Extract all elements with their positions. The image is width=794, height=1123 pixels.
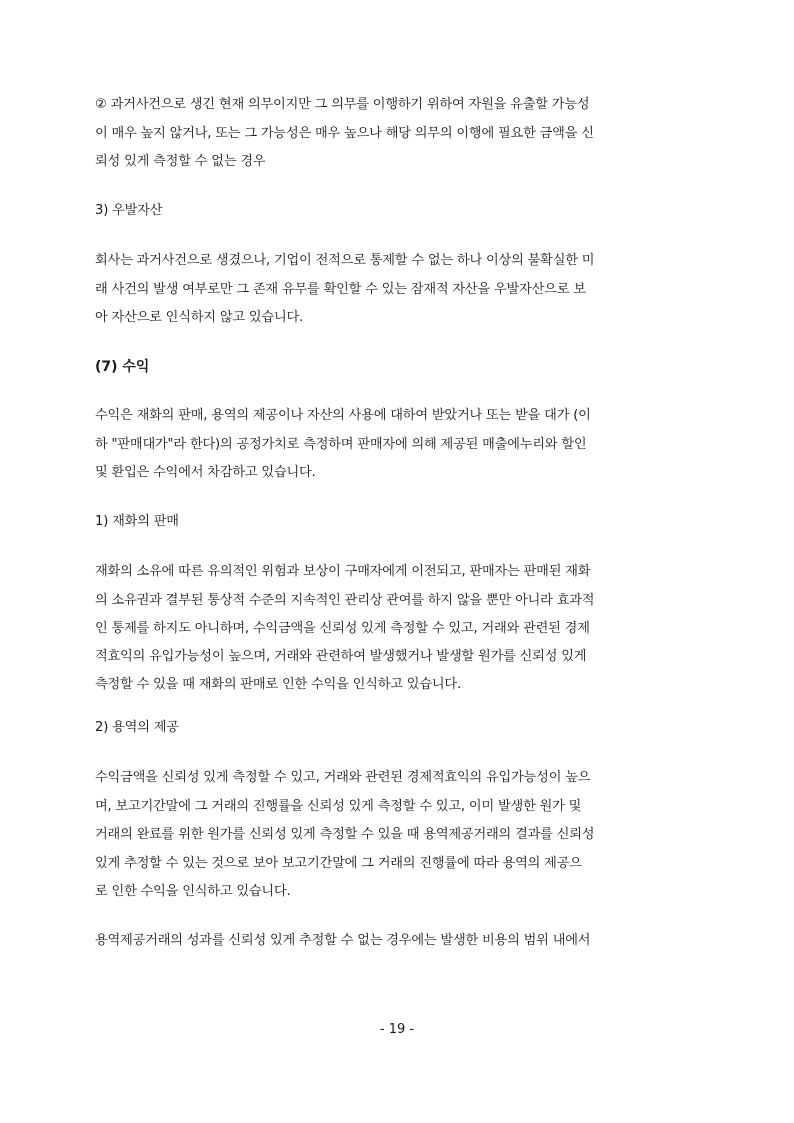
paragraph-line: 뢰성 있게 측정할 수 없는 경우: [95, 154, 266, 169]
paragraph-line: 인 통제를 하지도 아니하며, 수익금액을 신뢰성 있게 측정할 수 있고, 거래와 관련된 경제: [95, 621, 590, 636]
paragraph-line: 수익금액을 신뢰성 있게 측정할 수 있고, 거래와 관련된 경제적효익의 유입가능성이 높으: [95, 770, 591, 785]
paragraph-line: 아 자산으로 인식하지 않고 있습니다.: [95, 310, 304, 325]
section-title: 2) 용역의 제공: [95, 720, 179, 735]
paragraph-line: 거래의 완료를 위한 원가를 신뢰성 있게 측정할 수 있을 때 용역제공거래의 결과를 신뢰성: [95, 827, 595, 842]
paragraph-line: 수익은 재화의 판매, 용역의 제공이나 자산의 사용에 대하여 받았거나 또는 받을 대가 (이: [95, 408, 591, 423]
paragraph-line: 적효익의 유입가능성이 높으며, 거래와 관련하여 발생했거나 발생할 원가를 신뢰성 있게: [95, 649, 587, 664]
paragraph-line: 이 매우 높지 않거나, 또는 그 가능성은 매우 높으나 해당 의무의 이행에 필요한 금액을 신: [95, 126, 594, 141]
paragraph-line: 래 사건의 발생 여부로만 그 존재 유무를 확인할 수 있는 잠재적 자산을 우발자산으로 보: [95, 282, 586, 297]
paragraph-line: 및 환입은 수익에서 차감하고 있습니다.: [95, 465, 316, 480]
paragraph-line: 하 "판매대가"라 한다)의 공정가치로 측정하며 판매자에 의해 제공된 매출에누리와 할인: [95, 437, 587, 452]
paragraph-line: 있게 추정할 수 있는 것으로 보아 보고기간말에 그 거래의 진행률에 따라 용역의 제공으: [95, 856, 582, 871]
paragraph-line: 며, 보고기간말에 그 거래의 진행률을 신뢰성 있게 측정할 수 있고, 이미 발생한 원가 및: [95, 799, 582, 814]
page-number: - 19 -: [379, 1022, 415, 1037]
paragraph-line: 재화의 소유에 따른 유의적인 위험과 보상이 구매자에게 이전되고, 판매자는 판매된 재화: [95, 564, 591, 579]
paragraph-line: 용역제공거래의 성과를 신뢰성 있게 추정할 수 없는 경우에는 발생한 비용의 범위 내에서: [95, 933, 591, 948]
paragraph-line: ② 과거사건으로 생긴 현재 의무이지만 그 의무를 이행하기 위하여 자원을 유출할 가능성: [95, 97, 590, 112]
paragraph-line: 측정할 수 있을 때 재화의 판매로 인한 수익을 인식하고 있습니다.: [95, 677, 461, 692]
section-title: 1) 재화의 판매: [95, 514, 179, 529]
section-title: 3) 우발자산: [95, 203, 163, 218]
paragraph-line: 의 소유권과 결부된 통상적 수준의 지속적인 관리상 관여를 하지 않을 뿐만 아니라 효과적: [95, 593, 595, 608]
paragraph-line: 회사는 과거사건으로 생겼으나, 기업이 전적으로 통제할 수 없는 하나 이상의 불확실한 미: [95, 253, 595, 268]
paragraph-line: 로 인한 수익을 인식하고 있습니다.: [95, 884, 291, 899]
section-heading: (7) 수익: [95, 359, 150, 375]
